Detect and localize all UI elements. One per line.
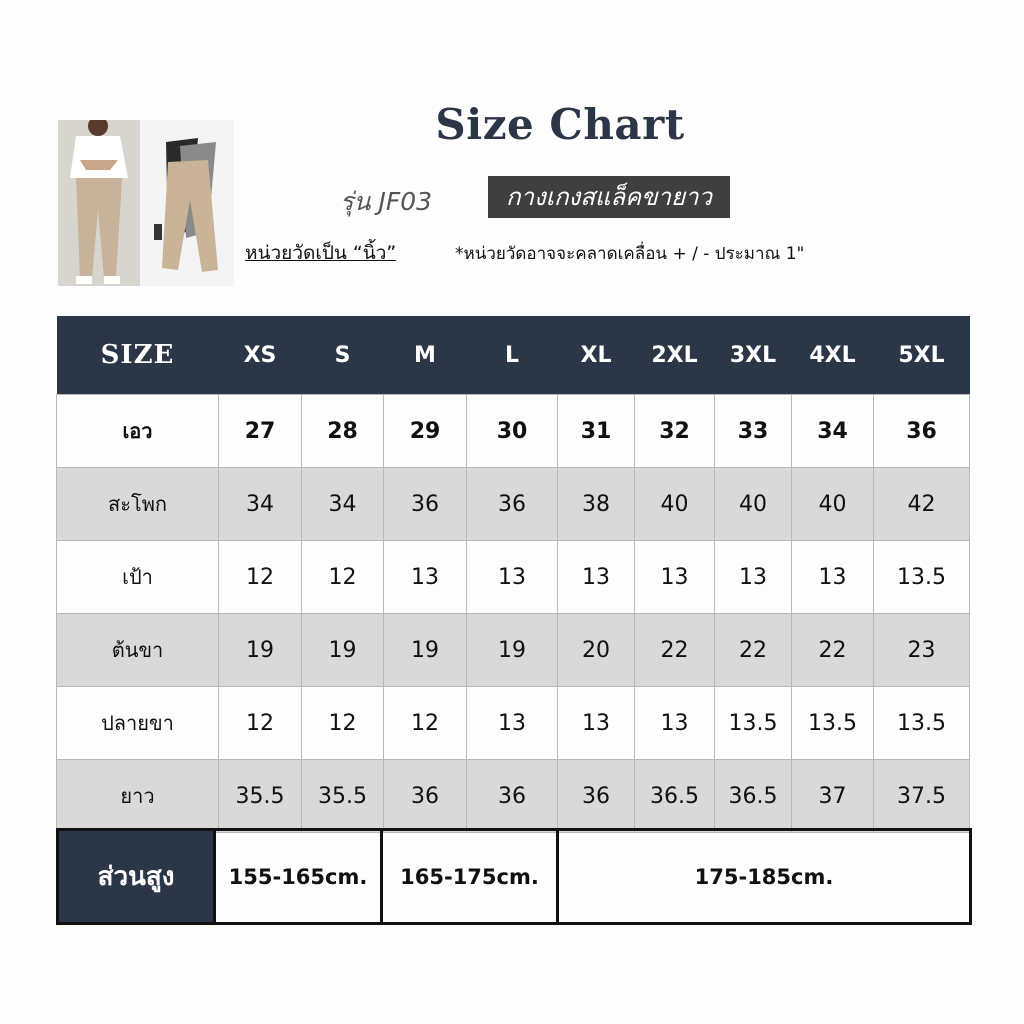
table-cell: 13 (635, 541, 715, 614)
table-cell: 36.5 (715, 760, 792, 833)
table-cell: 22 (635, 614, 715, 687)
table-cell: 38 (558, 468, 635, 541)
table-cell: 36.5 (635, 760, 715, 833)
table-cell: 35.5 (302, 760, 384, 833)
table-cell: 30 (467, 395, 558, 468)
table-cell: 12 (219, 541, 302, 614)
unit-note: หน่วยวัดเป็น “นิ้ว” (245, 242, 397, 264)
table-cell: 13.5 (715, 687, 792, 760)
table-cell: 34 (302, 468, 384, 541)
table-cell: 31 (558, 395, 635, 468)
table-cell: 40 (715, 468, 792, 541)
model-code: รุ่น JF03 (340, 187, 433, 216)
size-header-cell: M (384, 316, 467, 395)
table-cell: 19 (384, 614, 467, 687)
height-table (56, 828, 972, 925)
table-cell: 40 (635, 468, 715, 541)
row-label: สะโพก (57, 468, 219, 541)
table-cell: 13.5 (874, 541, 970, 614)
tolerance-note: *หน่วยวัดอาจจะคลาดเคลื่อน + / - ประมาณ 1" (455, 244, 805, 264)
size-header-cell: S (302, 316, 384, 395)
table-cell: 13 (558, 541, 635, 614)
size-header-cell: 5XL (874, 316, 970, 395)
measure-row-thigh (57, 614, 970, 687)
measure-row-waist (57, 395, 970, 468)
table-cell: 13 (467, 687, 558, 760)
row-label: ยาว (57, 760, 219, 833)
table-cell: 36 (874, 395, 970, 468)
table-cell: 36 (384, 468, 467, 541)
table-cell: 13 (558, 687, 635, 760)
product-photo (58, 120, 234, 286)
height-row (58, 830, 971, 924)
measure-row-rise (57, 541, 970, 614)
table-cell: 27 (219, 395, 302, 468)
size-header-cell: 4XL (792, 316, 874, 395)
table-cell: 13 (635, 687, 715, 760)
table-cell: 32 (635, 395, 715, 468)
height-range-cell: 155-165cm. (215, 830, 382, 924)
size-header-row (57, 316, 970, 395)
table-cell: 13 (715, 541, 792, 614)
table-cell: 13.5 (874, 687, 970, 760)
size-header-cell: L (467, 316, 558, 395)
table-cell: 23 (874, 614, 970, 687)
table-cell: 22 (792, 614, 874, 687)
table-cell: 12 (302, 687, 384, 760)
table-cell: 33 (715, 395, 792, 468)
size-corner-header: SIZE (57, 316, 219, 395)
table-cell: 37 (792, 760, 874, 833)
table-cell: 36 (384, 760, 467, 833)
table-cell: 12 (302, 541, 384, 614)
size-table (56, 316, 970, 833)
measure-row-length (57, 760, 970, 833)
size-header-cell: XL (558, 316, 635, 395)
table-cell: 34 (219, 468, 302, 541)
product-name-tag: กางเกงสแล็คขายาว (488, 176, 730, 218)
table-cell: 19 (219, 614, 302, 687)
table-cell: 36 (558, 760, 635, 833)
table-cell: 13.5 (792, 687, 874, 760)
measure-row-leg-opening (57, 687, 970, 760)
row-label: ต้นขา (57, 614, 219, 687)
row-label: ปลายขา (57, 687, 219, 760)
table-cell: 22 (715, 614, 792, 687)
table-cell: 29 (384, 395, 467, 468)
table-cell: 40 (792, 468, 874, 541)
table-cell: 36 (467, 760, 558, 833)
table-cell: 37.5 (874, 760, 970, 833)
table-cell: 13 (792, 541, 874, 614)
table-cell: 13 (467, 541, 558, 614)
size-header-cell: 3XL (715, 316, 792, 395)
table-cell: 12 (384, 687, 467, 760)
table-cell: 20 (558, 614, 635, 687)
page-title: Size Chart (435, 100, 685, 149)
table-cell: 28 (302, 395, 384, 468)
table-cell: 42 (874, 468, 970, 541)
row-label: เอว (57, 395, 219, 468)
table-cell: 12 (219, 687, 302, 760)
size-header-cell: XS (219, 316, 302, 395)
table-cell: 34 (792, 395, 874, 468)
height-label: ส่วนสูง (58, 830, 215, 924)
row-label: เป้า (57, 541, 219, 614)
table-cell: 35.5 (219, 760, 302, 833)
table-cell: 19 (467, 614, 558, 687)
height-range-cell: 175-185cm. (558, 830, 971, 924)
table-cell: 36 (467, 468, 558, 541)
height-range-cell: 165-175cm. (382, 830, 558, 924)
table-cell: 19 (302, 614, 384, 687)
table-cell: 13 (384, 541, 467, 614)
measure-row-hip (57, 468, 970, 541)
size-header-cell: 2XL (635, 316, 715, 395)
